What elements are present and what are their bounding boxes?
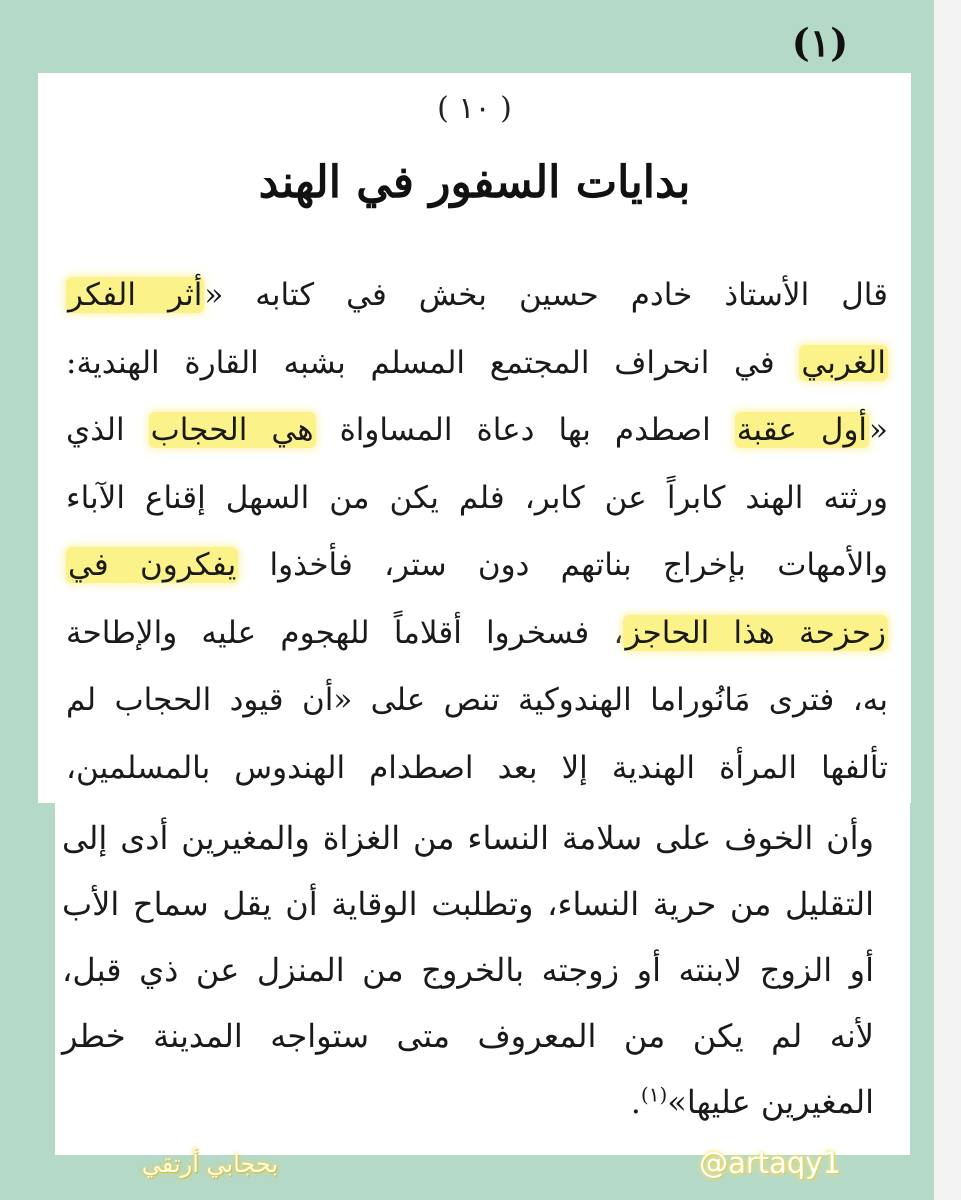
text-line-10: التقليل من حرية النساء، وتطلبت الوقاية أن يقل سماح الأب bbox=[62, 885, 875, 923]
highlight: الغربي bbox=[801, 344, 886, 381]
text-segment: « bbox=[869, 412, 889, 448]
text-segment: . bbox=[630, 1083, 641, 1121]
footnote-marker: (١) bbox=[640, 1082, 668, 1107]
highlight: زحزحة هذا الحاجز bbox=[625, 614, 886, 651]
text-line-5 bbox=[66, 532, 888, 600]
right-edge-strip bbox=[934, 0, 961, 1200]
text-segment: والأمهات بإخراج بناتهم دون ستر، فأخذوا bbox=[238, 547, 888, 583]
brand-watermark: بحجابي أرتقي bbox=[141, 1150, 279, 1178]
body-text-upper bbox=[66, 262, 888, 802]
text-segment: المغيرين عليها» bbox=[667, 1083, 874, 1121]
text-segment: اصطدم بها دعاة المساواة bbox=[315, 412, 735, 448]
text-line-13 bbox=[62, 1069, 874, 1135]
text-line-9: وأن الخوف على سلامة النساء من الغزاة والمغيرين أدى إلى bbox=[62, 819, 874, 857]
image-number: (١) bbox=[791, 20, 849, 65]
text-line-3 bbox=[66, 397, 888, 465]
body-text-lower bbox=[62, 805, 874, 1135]
text-line-7: به، فترى مَانُوراما الهندوكية تنص على «أن قيود الحجاب لم bbox=[66, 682, 888, 718]
chapter-title: بدايات السفور في الهند bbox=[258, 157, 691, 208]
text-line-1 bbox=[66, 262, 888, 330]
text-line-2 bbox=[66, 330, 888, 398]
text-line-4: ورثته الهند كابراً عن كابر، فلم يكن من السهل إقناع الآباء bbox=[66, 479, 888, 516]
text-line-8: تألفها المرأة الهندية إلا بعد اصطدام الهندوس بالمسلمين، bbox=[66, 749, 888, 786]
text-line-6 bbox=[66, 600, 888, 668]
social-handle: @artaqy1 bbox=[699, 1146, 841, 1180]
text-segment: الذي bbox=[66, 412, 149, 448]
highlight: هي الحجاب bbox=[150, 412, 314, 448]
chapter-number: ( ١٠ ) bbox=[437, 91, 512, 126]
text-segment: ، فسخروا أقلاماً للهجوم عليه والإطاحة bbox=[66, 614, 624, 651]
text-line-11: أو الزوج لابنته أو زوجته بالخروج من المنزل عن ذي قبل، bbox=[62, 951, 874, 989]
text-line-12: لأنه لم يكن من المعروف متى ستواجه المدينة خطر bbox=[62, 1017, 874, 1055]
text-segment: قال الأستاذ خادم حسين بخش في كتابه « bbox=[204, 277, 888, 313]
highlight: أول عقبة bbox=[736, 412, 868, 448]
highlight: يفكرون في bbox=[68, 547, 237, 583]
highlight: أثر الفكر bbox=[68, 277, 203, 313]
text-segment: في انحراف المجتمع المسلم بشبه القارة الهندية: bbox=[66, 344, 800, 381]
